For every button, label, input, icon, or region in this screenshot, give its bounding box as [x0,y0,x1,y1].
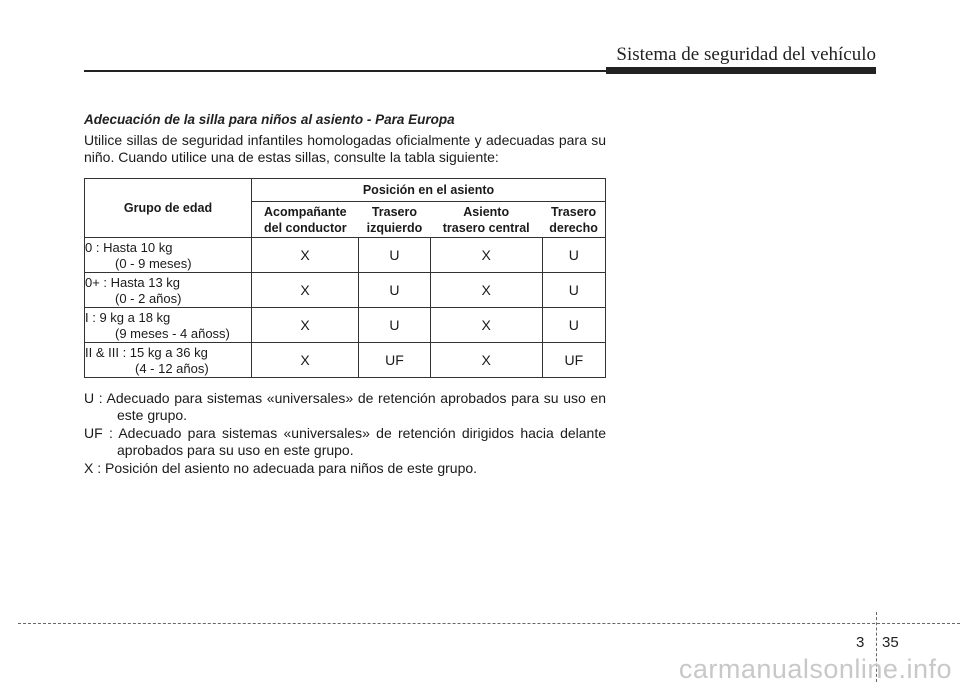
table-row [85,238,606,273]
page-header-title: Sistema de seguridad del vehículo [616,44,876,65]
age-group-cell: I : 9 kg a 18 kg (9 meses - 4 añoss) [85,308,252,343]
column-header-rear-right: Trasero derecho [542,202,605,238]
legend [84,390,606,477]
table-cell: X [430,308,542,343]
seat-suitability-table [84,178,606,378]
table-row [85,343,606,378]
table-cell: X [252,273,359,308]
watermark: carmanualsonline.info [678,654,952,684]
table-cell: X [430,273,542,308]
age-group-cell: II & III : 15 kg a 36 kg (4 - 12 años) [85,343,252,378]
table-cell: U [359,273,431,308]
age-group-cell: 0+ : Hasta 13 kg (0 - 2 años) [85,273,252,308]
column-header-rear-left: Trasero izquierdo [359,202,431,238]
table-cell: UF [359,343,431,378]
column-header-rear-center: Asiento trasero central [430,202,542,238]
intro-paragraph: Utilice sillas de seguridad infantiles homologadas oficialmente y adecuadas para su niño. Cuando utilice una de estas sillas, consulte la tabla siguiente: [84,132,606,165]
age-group-header: Grupo de edad [85,179,252,238]
legend-item-uf: UF : Adecuado para sistemas «universales» de retención dirigidos hacia delante aprobados para su uso en este grupo. [84,425,606,458]
legend-item-x: X : Posición del asiento no adecuada para niños de este grupo. [84,460,478,476]
table-cell: X [252,308,359,343]
table-cell: U [542,238,605,273]
table-row [85,308,606,343]
chapter-number: 3 [856,634,865,651]
main-content [84,112,606,478]
table-cell: UF [542,343,605,378]
footer-rule [18,623,960,624]
table-cell: X [430,343,542,378]
section-title: Adecuación de la silla para niños al asiento - Para Europa [84,112,455,127]
column-header-front-passenger: Acompañante del conductor [252,202,359,238]
seat-position-header: Posición en el asiento [252,179,606,202]
table-row [85,273,606,308]
header-rule [84,70,606,72]
table-cell: U [542,273,605,308]
table-cell: X [252,238,359,273]
age-group-cell: 0 : Hasta 10 kg (0 - 9 meses) [85,238,252,273]
page-number: 35 [882,634,899,651]
table-cell: U [359,308,431,343]
table-cell: U [359,238,431,273]
table-cell: X [252,343,359,378]
header-bar [606,67,876,74]
table-cell: X [430,238,542,273]
legend-item-u: U : Adecuado para sistemas «universales» de retención aprobados para su uso en este grupo. [84,390,606,423]
table-cell: U [542,308,605,343]
